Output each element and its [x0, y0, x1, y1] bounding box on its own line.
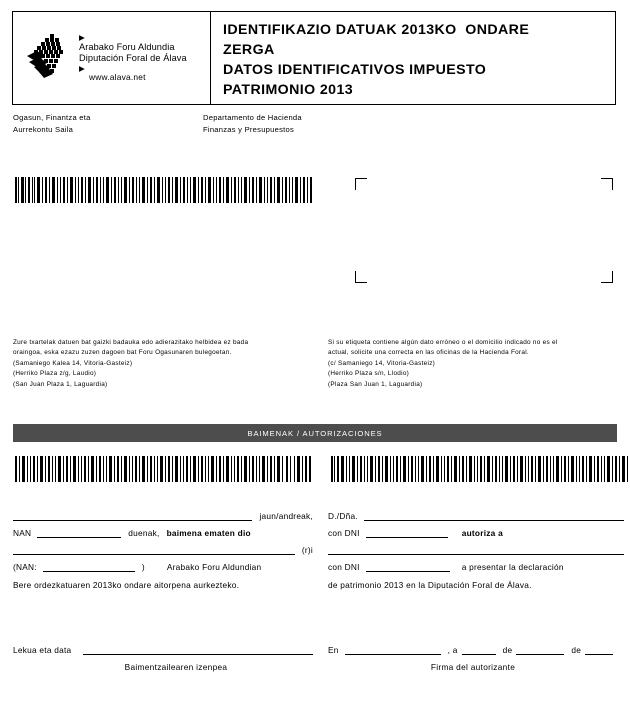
notice-es-line-3: (c/ Samaniego 14, Vitoria-Gasteiz) [328, 359, 436, 367]
place-input-es[interactable] [345, 643, 441, 655]
signature-row-es [328, 638, 624, 655]
department-eu [13, 112, 203, 135]
form-row-eu-name [13, 504, 313, 521]
notice-eu-line-5: (San Juan Plaza 1, Laguardia) [13, 380, 108, 388]
department-es-line-1: Departamento de Hacienda [203, 113, 302, 122]
form-row-es-authorized-dni [328, 555, 624, 572]
authorized-name-suffix-eu: (r)i [301, 545, 313, 555]
month-prefix-es: de [502, 645, 513, 655]
signature-caption-eu: Baimentzailearen izenpea [124, 662, 228, 672]
form-row-es-name [328, 504, 624, 521]
authorizations-section-banner: BAIMENAK / AUTORIZACIONES [13, 424, 617, 442]
signature-block-eu [13, 638, 313, 672]
department-block [13, 112, 617, 135]
triangle-bullet-icon-2: ▶ [79, 63, 85, 73]
page-title-line-2: ZERGA [223, 41, 275, 58]
authorized-name-input-eu[interactable] [13, 543, 295, 555]
authorization-barcode-es [331, 456, 628, 482]
logo-line-eu: Arabako Foru Aldundia [79, 42, 175, 53]
authorized-dni-input-es[interactable] [366, 560, 450, 572]
notice-eu [13, 338, 313, 390]
notice-eu-line-2: oraingoa, eska ezazu zuzen dagoen bat Foru Ogasunaren bulegoetan. [13, 349, 232, 357]
notice-eu-line-1: Zure txartelak datuen bat gaizki badauka edo adierazitako helbidea ez bada [13, 339, 249, 346]
name-input-es[interactable] [364, 509, 624, 521]
ghost-line-4 [16, 242, 306, 254]
crop-mark-bottom-right-icon [601, 271, 613, 283]
department-es-line-2: Finanzas y Presupuestos [203, 124, 295, 134]
ghost-line-3 [16, 230, 306, 242]
header-logo-cell [13, 12, 211, 104]
ghost-line-2 [16, 218, 306, 230]
notice-es-line-2: actual, solicite una correcta en las oficinas de la Hacienda Foral. [328, 349, 529, 357]
dni-label-eu: NAN [13, 528, 32, 538]
dni-label-es: con DNI [328, 528, 360, 538]
form-row-eu-authorized-dni [13, 555, 313, 572]
place-date-label-eu: Lekua eta data [13, 645, 72, 655]
page-title-line-1: IDENTIFIKAZIO DATUAK 2013KO ONDARE [223, 22, 530, 38]
dni-input-es[interactable] [366, 526, 448, 538]
form-row-eu-dni [13, 521, 313, 538]
duenak-label-eu: duenak, [128, 528, 160, 538]
logo-website-url: www.alava.net [89, 72, 146, 83]
notice-eu-line-4: (Herriko Plaza z/g, Laudio) [13, 370, 97, 378]
authorized-dni-input-eu[interactable] [43, 560, 135, 572]
year-prefix-es: de [571, 645, 582, 655]
identification-barcode [15, 177, 312, 203]
day-input-es[interactable] [462, 643, 496, 655]
notice-eu-line-3: (Samaniego Kalea 14, Vitoria-Gasteiz) [13, 359, 133, 367]
crop-mark-bottom-left-icon [355, 271, 367, 283]
authorized-dni-close-eu: ) [141, 562, 145, 572]
ghost-line-1 [16, 205, 306, 218]
name-label-es: D./Dña. [328, 511, 358, 521]
page-title-line-4: PATRIMONIO 2013 [223, 81, 354, 98]
signature-block-es [328, 638, 624, 672]
purpose-text-eu: Bere ordezkatuaren 2013ko ondare aitorpena aurkezteko. [13, 580, 240, 590]
crop-mark-top-left-icon [355, 178, 367, 190]
crop-mark-top-right-icon [601, 178, 613, 190]
authorization-form-eu [13, 504, 313, 591]
arabako-foru-aldundia-logo-icon [25, 33, 73, 83]
taxpayer-label-placeholder [16, 205, 306, 253]
notice-es [328, 338, 624, 390]
document-header [12, 11, 616, 105]
autoriza-label-es: autoriza a [461, 528, 503, 538]
address-label-crop-area [355, 178, 613, 283]
logo-line-es: Diputación Foral de Álava [79, 53, 187, 64]
signature-row-eu [13, 638, 313, 655]
authorization-barcode-eu [15, 456, 312, 482]
baimena-label-eu: baimena ematen dio [166, 528, 251, 538]
purpose-text-es: de patrimonio 2013 en la Diputación Foral de Álava. [328, 580, 532, 590]
day-prefix-es: , a [447, 645, 458, 655]
month-input-es[interactable] [516, 643, 564, 655]
entity-label-eu: Arabako Foru Aldundian [166, 562, 262, 572]
name-suffix-eu: jaun/andreak, [259, 511, 313, 521]
notice-es-line-4: (Herriko Plaza s/n, Llodio) [328, 370, 410, 378]
authorized-dni-label-es: con DNI [328, 562, 360, 572]
dni-input-eu[interactable] [37, 526, 121, 538]
page-title-line-3: DATOS IDENTIFICATIVOS IMPUESTO [223, 61, 487, 78]
notice-es-line-1: Si su etiqueta contiene algún dato erróneo o el domicilio indicado no es el [328, 339, 558, 346]
place-date-input-eu[interactable] [83, 643, 313, 655]
form-row-es-dni [328, 521, 624, 538]
department-eu-line-1: Ogasun, Finantza eta [13, 113, 91, 122]
authorized-dni-label-eu: (NAN: [13, 562, 37, 572]
place-label-es: En [328, 645, 339, 655]
authorized-name-input-es[interactable] [328, 543, 624, 555]
form-row-eu-authorized-name [13, 538, 313, 555]
year-input-es[interactable] [585, 643, 613, 655]
form-row-es-authorized-name [328, 538, 624, 555]
presentar-label-es: a presentar la declaración [461, 562, 564, 572]
triangle-bullet-icon: ▶ [79, 32, 85, 42]
notice-es-line-5: (Plaza San Juan 1, Laguardia) [328, 380, 423, 388]
signature-caption-es: Firma del autorizante [430, 662, 516, 672]
department-es [203, 112, 302, 135]
name-input-eu[interactable] [13, 509, 252, 521]
authorization-form-es [328, 504, 624, 591]
department-eu-line-2: Aurrekontu Saila [13, 124, 74, 134]
header-title-cell [211, 12, 615, 104]
